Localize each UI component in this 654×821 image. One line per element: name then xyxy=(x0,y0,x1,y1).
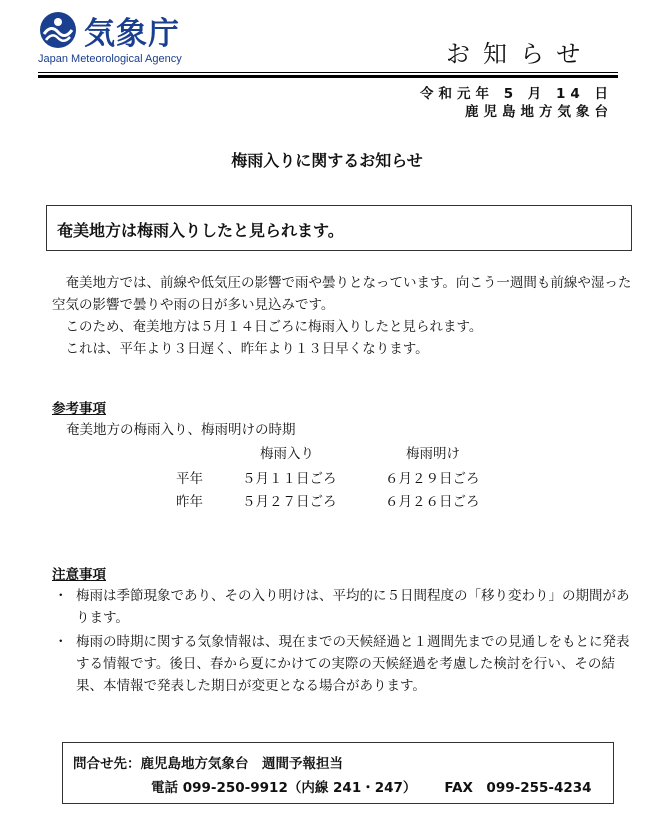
body-text xyxy=(52,272,632,360)
notice-label: お知らせ xyxy=(446,40,594,68)
document-title: 梅雨入りに関するお知らせ xyxy=(231,151,423,170)
row-last-year-end: ６月２６日ごろ xyxy=(385,494,480,510)
row-normal-start: ５月１１日ごろ xyxy=(242,471,337,487)
row-label-normal: 平年 xyxy=(176,471,203,487)
row-normal-end: ６月２９日ごろ xyxy=(385,471,480,487)
headline-text: 奄美地方は梅雨入りしたと見られます。 xyxy=(57,221,344,240)
contact-box xyxy=(62,742,614,804)
headline-box xyxy=(46,205,632,251)
caution-heading: 注意事項 xyxy=(52,567,106,583)
body-paragraph-2: このため、奄美地方は５月１４日ごろに梅雨入りしたと見られます。 xyxy=(65,319,483,335)
caution-list xyxy=(52,585,632,699)
jma-logo-icon xyxy=(38,10,78,50)
reference-heading: 参考事項 xyxy=(52,401,106,417)
row-label-last-year: 昨年 xyxy=(176,494,203,510)
contact-fax: FAX 099-255-4234 xyxy=(444,780,592,796)
bullet-icon: ・ xyxy=(54,588,68,604)
contact-numbers xyxy=(151,776,592,796)
contact-office: 問合せ先：鹿児島地方気象台 週間予報担当 xyxy=(73,756,343,772)
column-header-start: 梅雨入り xyxy=(260,446,314,462)
agency-name-ja: 気象庁 xyxy=(84,16,180,52)
body-paragraph-1: 奄美地方では、前線や低気圧の影響で雨や曇りとなっています。向こう一週間も前線や湿った空気の影響で曇りや雨の日が多い見込みです。 xyxy=(52,275,632,313)
caution-item xyxy=(52,631,632,697)
body-paragraph-3: これは、平年より３日遅く、昨年より１３日早くなります。 xyxy=(65,341,429,357)
header-rule xyxy=(38,72,618,78)
contact-phone: 電話 099-250-9912（内線 241・247） xyxy=(151,780,417,796)
caution-item-text: 梅雨は季節現象であり、その入り明けは、平均的に５日間程度の「移り変わり」の期間があります。 xyxy=(76,588,630,626)
agency-logo xyxy=(38,8,198,68)
agency-name-en: Japan Meteorological Agency xyxy=(38,53,182,65)
issue-date: 令和元年 5 月 14 日 xyxy=(420,86,613,102)
row-last-year-start: ５月２７日ごろ xyxy=(242,494,337,510)
caution-item xyxy=(52,585,632,629)
caution-item-text: 梅雨の時期に関する気象情報は、現在までの天候経過と１週間先までの見通しをもとに発表する情報です。後日、春から夏にかけての実際の天候経過を考慮した検討を行い、その結果、本情報で発表した期日が変更となる場合があります。 xyxy=(76,634,630,694)
bullet-icon: ・ xyxy=(54,634,68,650)
reference-subtitle: 奄美地方の梅雨入り、梅雨明けの時期 xyxy=(66,422,296,438)
column-header-end: 梅雨明け xyxy=(406,446,460,462)
issuer: 鹿児島地方気象台 xyxy=(465,104,613,120)
